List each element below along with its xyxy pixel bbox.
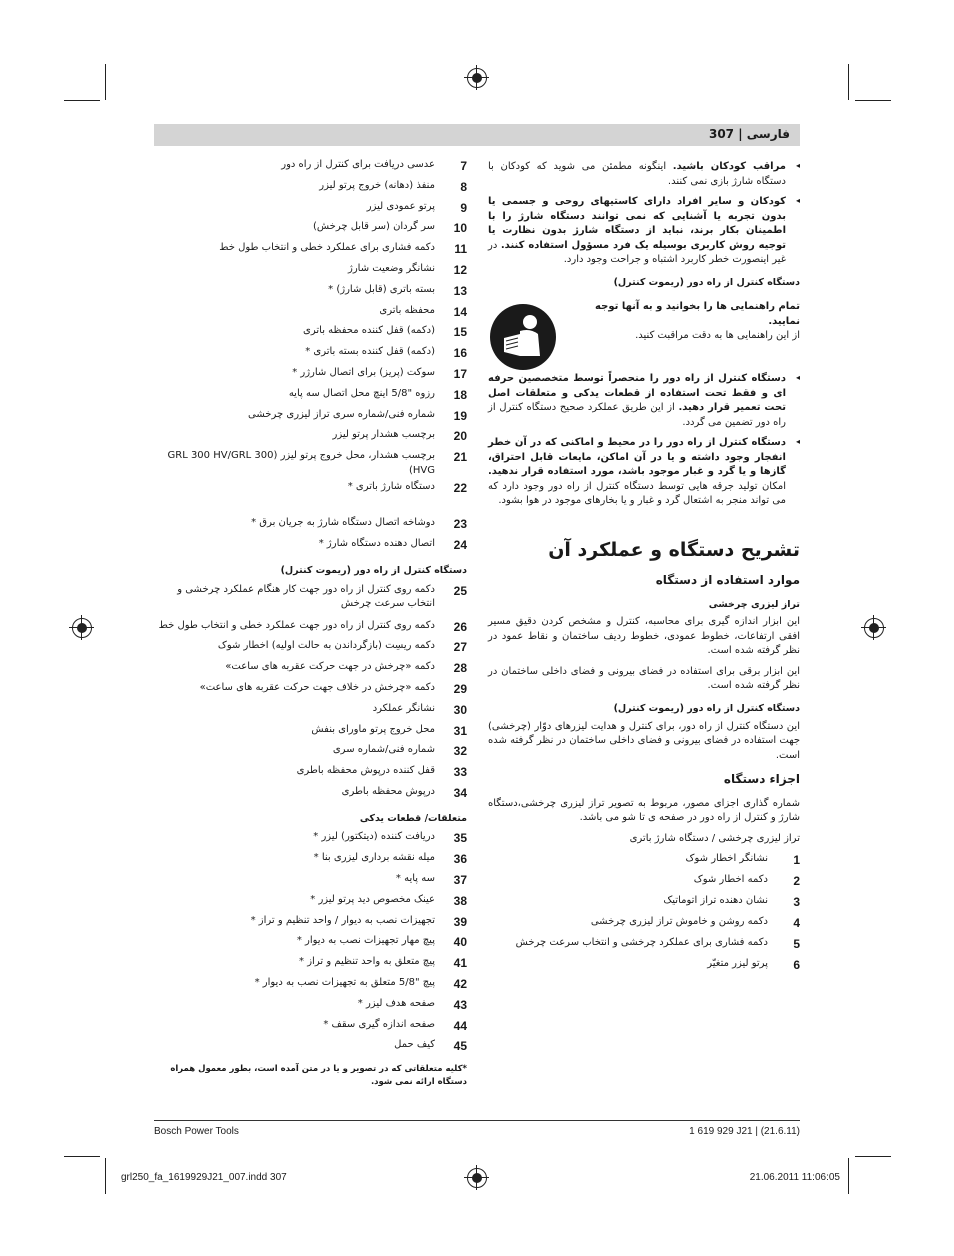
list-item: 45 کیف حمل <box>394 1039 467 1054</box>
registration-mark-icon <box>467 1168 487 1188</box>
list-item: 4 دکمه روشن و خاموش تراز لیزری چرخشی <box>590 916 800 931</box>
paragraph: این ابزار اندازه گیری برای محاسبه، کنترل و مشخص کردن دقیق مسیر افقی ارتفاعات، خطوط عمودی، خطوط ردیف ساختمان و نقاط عمود در نظر گرفته شده است. <box>488 616 800 657</box>
footnote: *کلیه متعلقاتی که در تصویر و یا در متن آمده است، بطور معمول همراه دستگاه ارائه نمی شود. <box>170 1064 467 1087</box>
list-item: 5 دکمه فشاری برای عملکرد چرخشی و انتخاب سرعت چرخش <box>515 937 800 952</box>
list-item: 43 صفحه هدف لیزر * <box>357 997 467 1012</box>
list-item: 9 پرتو عمودی لیزر <box>366 200 467 215</box>
list-item: 31 محل خروج پرتو ماورای بنفش <box>311 723 467 738</box>
section-heading: دستگاه کنترل از راه دور (ریموت کنترل) <box>280 564 467 576</box>
slug-file: grl250_fa_1619929J21_007.indd 307 <box>121 1172 287 1183</box>
list-item: 41 پیچ متعلق به واحد تنظیم و تراز * <box>299 956 467 971</box>
list-item: 20 برچسب هشدار پرتو لیزر <box>332 429 467 444</box>
subsection-title: موارد استفاده از دستگاه <box>655 573 800 588</box>
list-item: 24 اتصال دهنده دستگاه شارژ * <box>318 537 467 552</box>
list-item: 17 سوکت (پریز) برای اتصال شارژر * <box>292 366 467 381</box>
list-item: 10 سر گردان (سر قابل چرخش) <box>313 221 467 236</box>
list-item: 6 پرتو لیزر متغیّر <box>707 958 800 973</box>
paragraph: این ابزار برقی برای استفاده در فضای بیرونی و فضای داخلی ساختمان در نظر گرفته شده است. <box>488 665 800 692</box>
list-item: 27 دکمه ریسِت (بازگرداندن به حالت اولیه) اخطار شوک <box>217 640 467 655</box>
list-item: 36 میله نقشه برداری لیزری بنا * <box>313 852 467 867</box>
page-title: فارسی | 307 <box>708 127 790 141</box>
list-item: 15 (دکمه) قفل کننده محفظه باتری <box>303 325 467 340</box>
list-item: 12 نشانگر وضعیت شارژ <box>348 262 467 277</box>
list-item: 1 نشانگر اخطار شوک <box>685 853 800 868</box>
section-heading: متعلقات/ قطعات یدکی <box>359 812 467 824</box>
section-title: تشریح دستگاه و عملکرد آن <box>548 538 800 561</box>
section-heading: دستگاه کنترل از راه دور (ریموت کنترل) <box>613 276 800 288</box>
minor-heading: دستگاه کنترل از راه دور (ریموت کنترل) <box>613 702 800 714</box>
list-item: 22 دستگاه شارژ باتری * <box>347 481 467 496</box>
crop-mark <box>64 100 100 101</box>
list-item: 18 رزوه "5/8 اینچ محل اتصال سه پایه <box>288 387 467 402</box>
list-item: 14 محفظه باتری <box>379 304 467 319</box>
list-item: 29 دکمه «چرخش در خلاف جهت حرکت عقربه های ساعت» <box>199 681 467 696</box>
list-item: 39 تجهیزات نصب به دیوار / واحد تنظیم و تراز * <box>250 914 467 929</box>
crop-mark <box>855 100 891 101</box>
right-column <box>488 160 800 978</box>
slug-timestamp: 21.06.2011 11:06:05 <box>749 1172 840 1183</box>
safety-bold: تمام راهنمایی ها را بخوانید و به آنها توجه نمایید. <box>595 301 800 327</box>
footer-doc-number: 1 619 929 J21 | (21.6.11) <box>689 1126 800 1137</box>
registration-mark-icon <box>467 68 487 88</box>
list-item: 30 نشانگر عملکرد <box>372 702 467 717</box>
parts-subheading: تراز لیزری چرخشی / دستگاه شارژ باتری <box>629 832 800 844</box>
footer-brand: Bosch Power Tools <box>154 1126 239 1137</box>
list-item: 26 دکمه روی کنترل از راه دور جهت عملکرد خطی و انتخاب طول خط <box>158 619 467 634</box>
list-item: 13 بسته باتری (قابل شارژ) * <box>328 283 467 298</box>
safety-text: از این راهنمایی ها به دقت مراقبت کنید. <box>635 330 800 342</box>
left-column <box>152 158 467 1088</box>
list-item: 25 دکمه روی کنترل از راه دور جهت کار هنگام عملکرد چرخشی و انتخاب سرعت چرخش <box>177 583 467 610</box>
list-item: 32 شماره فنی/شماره سری <box>332 744 467 759</box>
list-item: 34 درپوش محفظه باطری <box>341 785 467 800</box>
crop-mark <box>848 1158 849 1194</box>
paragraph: شماره گذاری اجزای مصور، مربوط به تصویر تراز لیزری چرخشی،دستگاه شارژ و کنترل از راه دور در صفحه ی تا شو می باشد. <box>488 797 800 824</box>
crop-mark <box>105 1158 106 1194</box>
list-item: 11 دکمه فشاری برای عملکرد خطی و انتخاب طول خط <box>219 242 467 257</box>
crop-mark <box>848 64 849 100</box>
minor-heading: تراز لیزری چرخشی <box>708 598 800 610</box>
list-item: 7 عدسی دریافت برای کنترل از راه دور <box>281 159 467 173</box>
list-item: 2 دکمه اخطار شوک <box>693 874 800 889</box>
crop-mark <box>105 64 106 100</box>
subsection-title: اجزاء دستگاه <box>723 772 800 787</box>
bullet-item: ◂ دستگاه کنترل از راه دور را در محیط و اماکنی که در آن خطر انفجار وجود داشته و یا در آن اماکن، مایعات قابل احتراق، گازها و یا گرد و غبار موجود باشد، مورد استفاده قرار ندهید. امکان تولید جرقه هایی توسط دستگاه کنترل از راه دور وجود دارد که می تواند منجر به اشتعال گرد و غبار و یا بخارهای موجود در هوا بشود. <box>488 436 800 509</box>
list-item: 3 نشان دهنده تراز اتوماتیک <box>663 895 800 910</box>
page-header <box>154 124 800 146</box>
list-item: 16 (دکمه) قفل کننده بسته باتری * <box>305 346 467 361</box>
registration-mark-icon <box>864 618 884 638</box>
crop-mark <box>855 1156 891 1157</box>
list-item: 28 دکمه «چرخش در جهت حرکت عقربه های ساعت» <box>225 661 467 676</box>
list-item: 38 عینک مخصوص دید پرتو لیزر * <box>310 893 467 908</box>
read-manual-icon <box>490 304 556 370</box>
list-item: 33 قفل کننده درپوش محفظه باطری <box>296 765 467 780</box>
list-item: 44 صفحه اندازه گیری سقف * <box>323 1018 467 1033</box>
safety-notice <box>488 294 800 366</box>
bullet-item: ◂ دستگاه کنترل از راه دور را منحصراً توسط متخصصین حرفه ای و فقط تحت استفاده از قطعات یدکی و متعلقات اصل تحت تعمیر قرار دهید. از این طریق عملکرد صحیح دستگاه کنترل از راه دور تضمین می گردد. <box>488 372 800 430</box>
list-item: 37 سه پایه * <box>395 873 467 888</box>
list-item: 19 شماره فنی/شماره سری تراز لیزری چرخشی <box>248 408 467 423</box>
footer-rule <box>154 1120 800 1121</box>
list-item: 40 پیچ مهار تجهیزات نصب به دیوار * <box>296 935 467 950</box>
list-item: 42 پیچ "5/8 متعلق به تجهیزات نصب به دیوار * <box>254 977 467 992</box>
list-item: 23 دوشاخه اتصال دستگاه شارژ به جریان برق * <box>251 517 467 532</box>
bullet-item: ◂ کودکان و سایر افراد دارای کاستیهای روحی و جسمی یا بدون تجربه یا آشنایی که نمی توانند دستگاه شارژ را با اطمینان بکار برند، نباید از دستگاه شارژ بدون نظارت یا توجیه روش کاربری بوسیله یک فرد مسؤول استفاده کنند. در غیر اینصورت خطر کاربرد اشتباه و جراحت وجود دارد. <box>488 195 800 268</box>
bullet-item: ◂ مراقب کودکان باشید. اینگونه مطمئن می شوید که کودکان با دستگاه شارژ بازی نمی کنند. <box>488 160 800 189</box>
paragraph: این دستگاه کنترل از راه دور، برای کنترل و هدایت لیزرهای دوّار (چرخشی) جهت استفاده در فضای بیرونی و فضای داخلی ساختمان در نظر گرفته شده است. <box>488 720 800 761</box>
list-item: 35 دریافت کننده (دیتکتور) لیزر * <box>313 831 467 846</box>
registration-mark-icon <box>72 618 92 638</box>
list-item: 8 منفذ (دهانه) خروج پرتو لیزر <box>319 179 467 194</box>
crop-mark <box>64 1156 100 1157</box>
list-item: 21 برچسب هشدار، محل خروج پرتو لیزر (GRL 300 HV/GRL 300 HVG) <box>167 450 467 476</box>
